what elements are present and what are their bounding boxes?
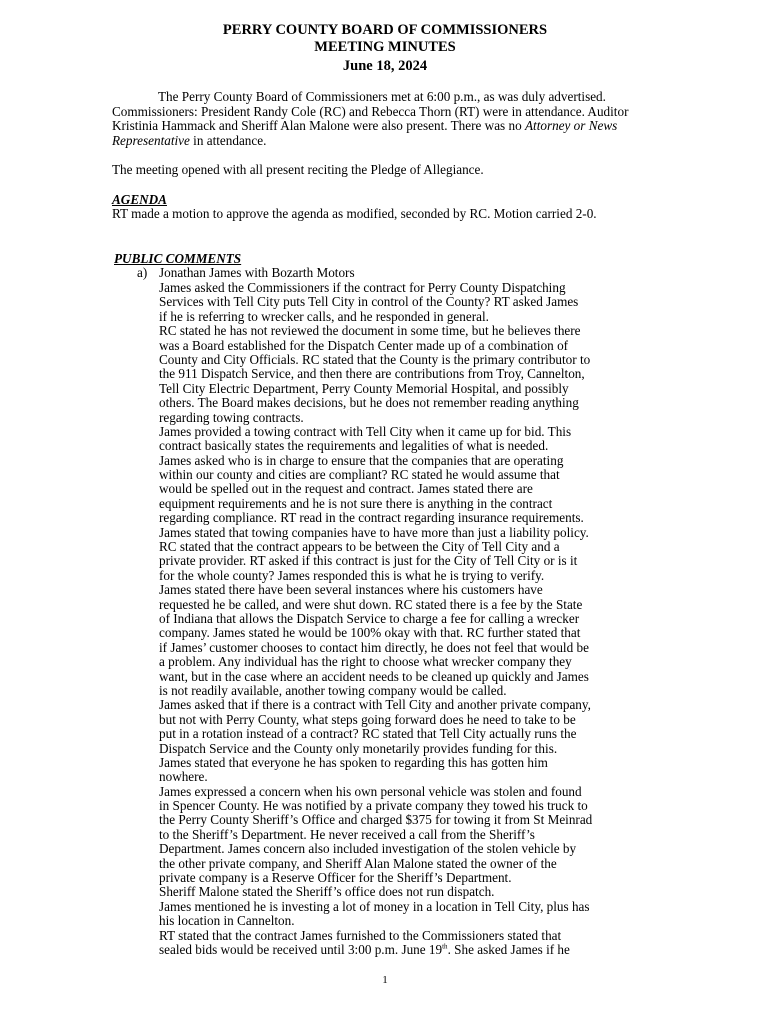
body-line: James asked who is in charge to ensure that the companies that are operating — [159, 452, 564, 468]
body-line: if he is referring to wrecker calls, and he responded in general. — [159, 308, 489, 324]
body-line: contract basically states the requirements and legalities of what is needed. — [159, 438, 549, 454]
body-line: to the Sheriff’s Department. He never received a call from the Sheriff’s — [159, 826, 535, 842]
body-line: County and City Officials. RC stated that the County is the primary contributor to — [159, 351, 591, 367]
agenda-heading: AGENDA — [112, 192, 167, 207]
intro-text-start: The Perry County Board of Commissioners met at 6:00 p.m., as was duly advertised. Commissioners: President Randy Cole (RC) and Rebecca Thorn (RT) were in attendance. Auditor Kristinia Hammack and Sheriff Alan Malone were also present. There was no — [112, 89, 629, 134]
document-title-line1: PERRY COUNTY BOARD OF COMMISSIONERS — [222, 22, 548, 38]
body-line: for the whole county? James responded this is what he is trying to verify. — [159, 567, 545, 583]
body-line: nowhere. — [159, 769, 208, 785]
body-line: Sheriff Malone stated the Sheriff’s office does not run dispatch. — [159, 884, 495, 900]
list-item-title: Jonathan James with Bozarth Motors — [159, 265, 355, 280]
body-line: his location in Cannelton. — [159, 913, 295, 929]
intro-paragraph — [112, 90, 662, 148]
body-line: James asked the Commissioners if the contract for Perry County Dispatching — [159, 280, 566, 295]
intro-italic-text: Attorney or News Representative — [112, 118, 618, 148]
body-line: was a Board established for the Dispatch Center made up of a combination of — [159, 337, 569, 353]
body-line: but not with Perry County, what steps going forward does he need to take to be — [159, 711, 576, 727]
body-line: RT stated that the contract James furnished to the Commissioners stated that — [159, 927, 562, 943]
body-line: would be spelled out in the request and contract. James stated there are — [159, 481, 533, 497]
body-line: regarding towing contracts. — [159, 409, 304, 425]
body-line: private company is a Reserve Officer for the Sheriff’s Department. — [159, 870, 512, 886]
body-line: put in a rotation instead of a contract? RC stated that Tell City actually runs the — [159, 726, 577, 742]
body-line: James expressed a concern when his own personal vehicle was stolen and found — [159, 783, 582, 799]
body-line: equipment requirements and he is not sure there is anything in the contract — [159, 495, 553, 511]
ordinal-suffix: th — [442, 942, 448, 951]
body-line: Dispatch Service and the County only monetarily provides funding for this. — [159, 740, 558, 756]
public-comments-heading: PUBLIC COMMENTS — [114, 251, 242, 266]
page-number: 1 — [382, 974, 388, 986]
body-line: within our county and cities are compliant? RC stated he would assume that — [159, 467, 560, 483]
body-line: Services with Tell City puts Tell City in control of the County? RT asked James — [159, 294, 579, 310]
body-line: the Perry County Sheriff’s Office and charged $375 for towing it from St Meinrad — [159, 812, 593, 828]
body-line: others. The Board makes decisions, but he does not remember reading anything — [159, 395, 579, 411]
document-title-line2: MEETING MINUTES — [314, 39, 456, 55]
body-line: company. James stated he would be 100% okay with that. RC further stated that — [159, 625, 581, 641]
body-line: want, but in the case where an accident needs to be cleaned up quickly and James — [159, 668, 589, 684]
body-line: of Indiana that allows the Dispatch Service to charge a fee for calling a wrecker — [159, 610, 580, 626]
body-line: James stated that everyone he has spoken to regarding this has gotten him — [159, 754, 548, 770]
body-line: James asked that if there is a contract with Tell City and another private company, — [159, 697, 591, 713]
body-line: RC stated he has not reviewed the document in some time, but he believes there — [159, 323, 581, 339]
body-line: James mentioned he is investing a lot of money in a location in Tell City, plus has — [159, 898, 590, 914]
body-line: requested he be called, and were shut down. RC stated there is a fee by the State — [159, 596, 583, 612]
public-comments-body — [159, 281, 669, 957]
body-line: Department. James concern also included investigation of the stolen vehicle by — [159, 841, 577, 857]
body-line: James stated that towing companies have to have more than just a liability policy. — [159, 524, 589, 540]
body-line: the 911 Dispatch Service, and then there are contributions from Troy, Cannelton, — [159, 366, 585, 382]
body-line: regarding compliance. RT read in the contract regarding insurance requirements. — [159, 510, 584, 526]
last-line-text-start: sealed bids would be received until 3:00 p.m. June 19 — [159, 941, 443, 957]
body-line: if James’ customer chooses to contact him directly, he does not feel that would be — [159, 639, 589, 655]
list-item-label: a) — [137, 265, 148, 280]
body-line: in Spencer County. He was notified by a private company they towed his truck to — [159, 798, 588, 814]
body-line: the other private company, and Sheriff Alan Malone stated the owner of the — [159, 855, 557, 871]
body-line-last — [159, 943, 669, 957]
body-line: James provided a towing contract with Tell City when it came up for bid. This — [159, 423, 572, 439]
last-line-text-end: . She asked James if he — [447, 941, 570, 957]
agenda-paragraph: RT made a motion to approve the agenda as modified, seconded by RC. Motion carried 2-0. — [112, 206, 597, 221]
pledge-paragraph: The meeting opened with all present reciting the Pledge of Allegiance. — [112, 162, 484, 177]
intro-text-end: in attendance. — [189, 132, 267, 148]
body-line: RC stated that the contract appears to be between the City of Tell City and a — [159, 539, 560, 555]
body-line: a problem. Any individual has the right to choose what wrecker company they — [159, 654, 572, 670]
body-line: James stated there have been several instances where his customers have — [159, 582, 543, 598]
body-line: private provider. RT asked if this contract is just for the City of Tell City or is it — [159, 553, 578, 569]
document-date: June 18, 2024 — [342, 58, 428, 74]
body-line: is not readily available, another towing company would be called. — [159, 682, 507, 698]
body-line: Tell City Electric Department, Perry County Memorial Hospital, and possibly — [159, 380, 569, 396]
